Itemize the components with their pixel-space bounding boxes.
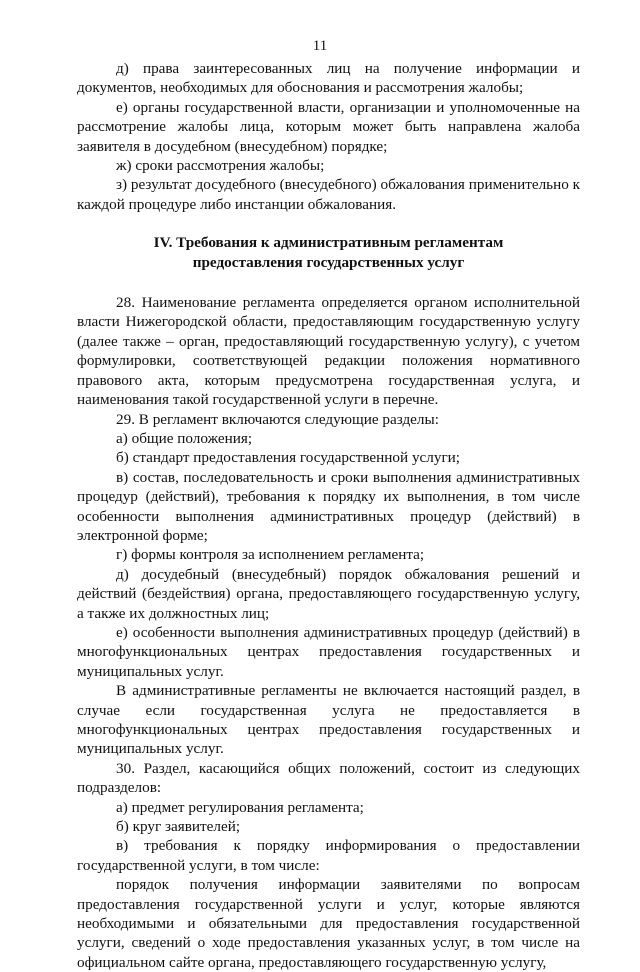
list-item: е) особенности выполнения административных процедур (действий) в многофункциональных центрах предоставления государственных и муниципальных услуг. xyxy=(77,623,580,680)
paragraph-note: В административные регламенты не включается настоящий раздел, в случае если государственная услуга не предоставляется в многофункциональных центрах предоставления государственных и муниципальных услуг. xyxy=(77,682,580,758)
list-item: г) формы контроля за исполнением регламента; xyxy=(116,546,425,564)
section-heading-line-1: IV. Требования к административным регламентам xyxy=(153,234,504,252)
list-item: а) общие положения; xyxy=(116,429,253,447)
page-number: 11 xyxy=(312,38,328,54)
section-heading xyxy=(77,233,580,272)
list-item: а) предмет регулирования регламента; xyxy=(116,798,364,816)
paragraph-continued: порядок получения информации заявителями по вопросам предоставления государственной услуги и услуг, которые являются необходимыми и обязательными для предоставления государственной услуги, сведений о ходе предоставления указанных услуг, в том числе на официальном сайте органа, предоставляющего государственную услугу, xyxy=(77,876,580,971)
paragraph-30: 30. Раздел, касающийся общих положений, состоит из следующих подразделов: xyxy=(77,759,580,797)
list-item: д) права заинтересованных лиц на получение информации и документов, необходимых для обоснования и рассмотрения жалобы; xyxy=(77,60,580,97)
list-item: ж) сроки рассмотрения жалобы; xyxy=(116,157,325,175)
document-body xyxy=(77,59,580,972)
paragraph-29: 29. В регламент включаются следующие разделы: xyxy=(116,410,439,428)
list-item: б) круг заявителей; xyxy=(116,818,241,836)
list-item: з) результат досудебного (внесудебного) обжалования применительно к каждой процедуре либо инстанции обжалования. xyxy=(77,176,580,213)
list-item: в) требования к порядку информирования о предоставлении государственной услуги, в том числе: xyxy=(77,837,580,874)
list-item: д) досудебный (внесудебный) порядок обжалования решений и действий (бездействия) органа, предоставляющего государственную услугу, а также их должностных лиц; xyxy=(77,565,580,622)
list-item: е) органы государственной власти, организации и уполномоченные на рассмотрение жалобы лица, которым может быть направлена жалоба заявителя в досудебном (внесудебном) порядке; xyxy=(77,98,580,155)
paragraph-28: 28. Наименование регламента определяется органом исполнительной власти Нижегородской области, предоставляющим государственную услугу (далее также – орган, предоставляющий государственную услугу), с учетом формулировки, соответствующей редакции положения нормативного правового акта, которым предусмотрена государственная услуга, и наименования такой государственной услуги в перечне. xyxy=(77,294,580,409)
list-item: в) состав, последовательность и сроки выполнения административных процедур (действий), требования к порядку их выполнения, в том числе особенности выполнения административных процедур (действий) в электронной форме; xyxy=(77,468,580,544)
list-item: б) стандарт предоставления государственной услуги; xyxy=(116,449,461,467)
section-heading-line-2: предоставления государственных услуг xyxy=(192,253,465,271)
